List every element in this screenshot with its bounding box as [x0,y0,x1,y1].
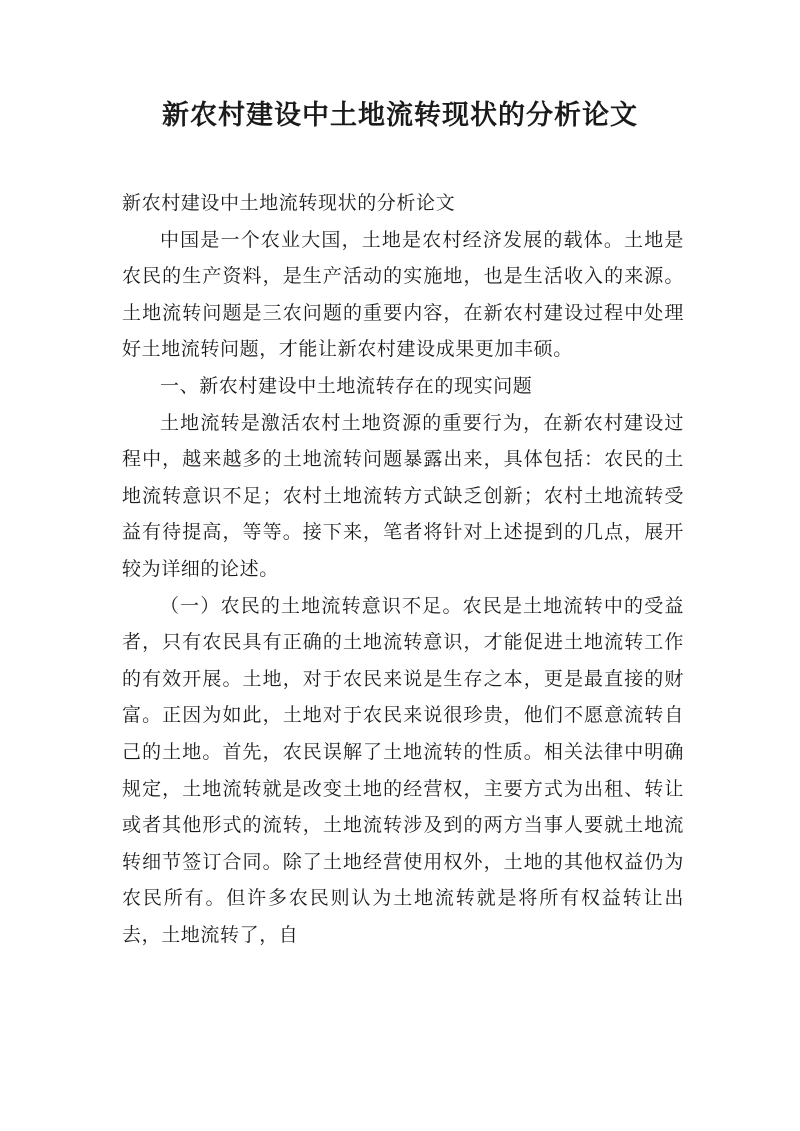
document-body [122,185,684,953]
section-heading: 一、新农村建设中土地流转存在的现实问题 [160,374,533,397]
document-title: 新农村建设中土地流转现状的分析论文 [162,100,638,131]
section-paragraph: 土地流转是激活农村土地资源的重要行为，在新农村建设过程中，越来越多的土地流转问题暴露出来，具体包括：农民的土地流转意识不足；农村土地流转方式缺乏创新；农村土地流转受益有待提高，等等。接下来，笔者将针对上述提到的几点，展开较为详细的论述。 [122,411,684,580]
subsection-paragraph: （一）农民的土地流转意识不足。农民是土地流转中的受益者，只有农民具有正确的土地流转意识，才能促进土地流转工作的有效开展。土地，对于农民来说是生存之本，更是最直接的财富。正因为如此，土地对于农民来说很珍贵，他们不愿意流转自己的土地。首先，农民误解了土地流转的性质。相关法律中明确规定，土地流转就是改变土地的经营权，主要方式为出租、转让或者其他形式的流转，土地流转涉及到的两方当事人要就土地流转细节签订合同。除了土地经营使用权外，土地的其他权益仍为农民所有。但许多农民则认为土地流转就是将所有权益转让出去，土地流转了，自 [122,594,684,946]
document-subtitle: 新农村建设中土地流转现状的分析论文 [122,192,456,214]
intro-paragraph: 中国是一个农业大国，土地是农村经济发展的载体。土地是农民的生产资料，是生产活动的实施地，也是生活收入的来源。土地流转问题是三农问题的重要内容，在新农村建设过程中处理好土地流转问题，才能让新农村建设成果更加丰硕。 [122,228,684,361]
